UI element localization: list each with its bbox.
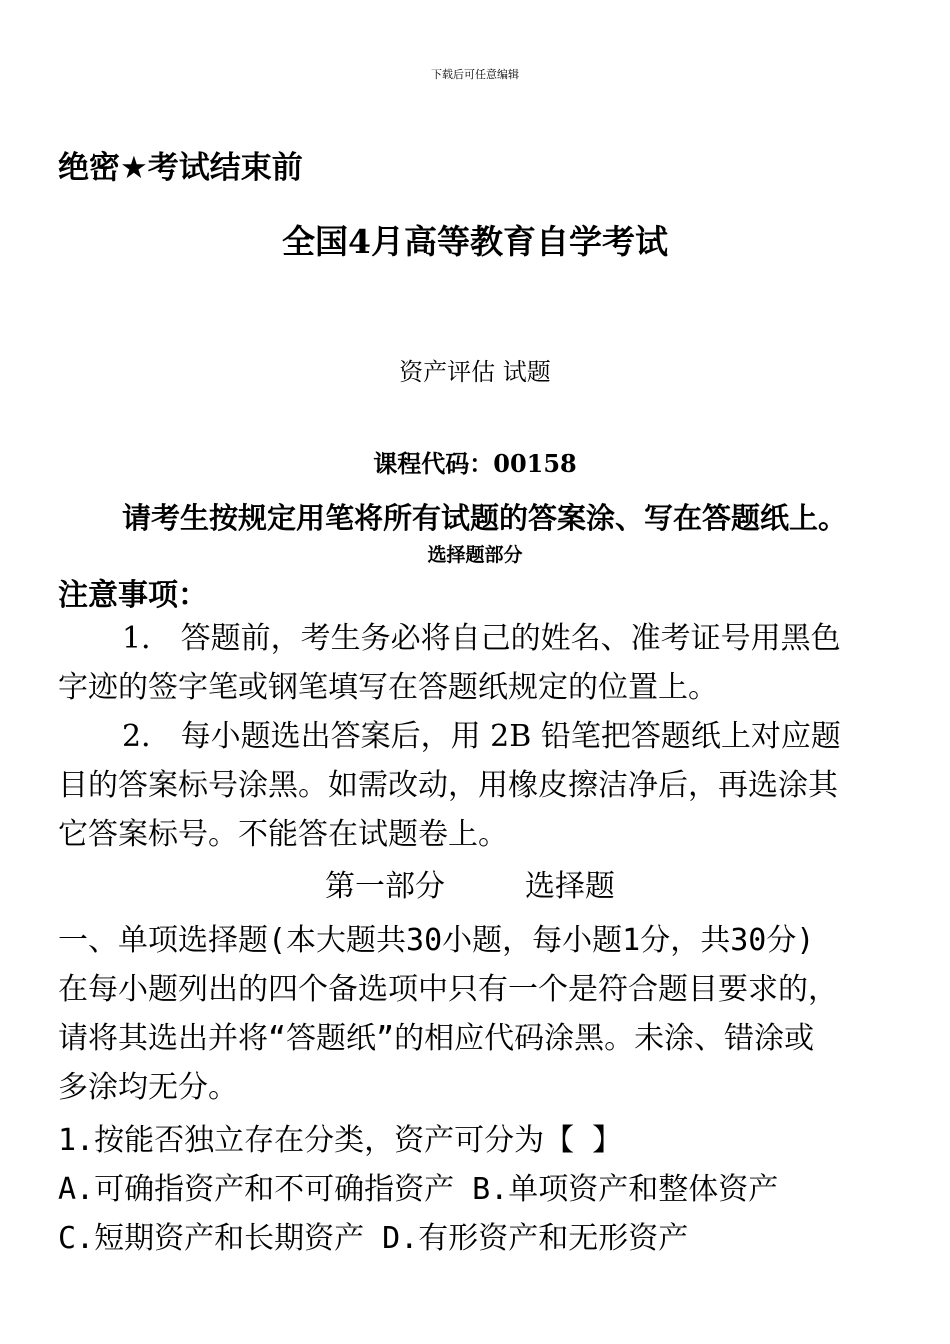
notice-item-2-line-3: 它答案标号。不能答在试题卷上。 <box>58 817 508 852</box>
answer-instruction: 请考生按规定用笔将所有试题的答案涂、写在答题纸上。 <box>122 501 848 535</box>
notice-item-2-line-1: 2． 每小题选出答案后，用 2B 铅笔把答题纸上对应题 <box>122 719 841 754</box>
question-1-options-ab: A.可确指资产和不可确指资产 B.单项资产和整体资产 <box>58 1172 779 1207</box>
notice-heading: 注意事项： <box>58 578 208 613</box>
header-note: 下载后可任意编辑 <box>431 68 519 81</box>
single-choice-instruction-line-4: 多涂均无分。 <box>58 1070 238 1105</box>
exam-title: 全国4月高等教育自学考试 <box>282 222 668 261</box>
part-one-type: 选择题 <box>525 869 615 904</box>
subject-title: 资产评估 试题 <box>399 358 551 386</box>
question-1-stem: 1.按能否独立存在分类，资产可分为【 】 <box>58 1123 623 1158</box>
single-choice-instruction-line-1: 一、单项选择题(本大题共30小题，每小题1分，共30分) <box>58 923 815 958</box>
notice-item-1-line-2: 字迹的签字笔或钢笔填写在答题纸规定的位置上。 <box>58 670 718 705</box>
part-one-label: 第一部分 <box>325 869 445 904</box>
notice-item-2-line-2: 目的答案标号涂黑。如需改动，用橡皮擦洁净后，再选涂其 <box>58 768 838 803</box>
section-label: 选择题部分 <box>427 544 523 566</box>
single-choice-instruction-line-3: 请将其选出并将“答题纸”的相应代码涂黑。未涂、错涂或 <box>58 1021 815 1056</box>
question-1-options-cd: C.短期资产和长期资产 D.有形资产和无形资产 <box>58 1221 689 1256</box>
single-choice-instruction-line-2: 在每小题列出的四个备选项中只有一个是符合题目要求的， <box>58 972 838 1007</box>
notice-item-1-line-1: 1． 答题前，考生务必将自己的姓名、准考证号用黑色 <box>122 621 841 656</box>
course-code: 课程代码：00158 <box>373 449 577 478</box>
secret-label: 绝密★考试结束前 <box>58 150 303 186</box>
part-one-heading <box>325 861 615 905</box>
